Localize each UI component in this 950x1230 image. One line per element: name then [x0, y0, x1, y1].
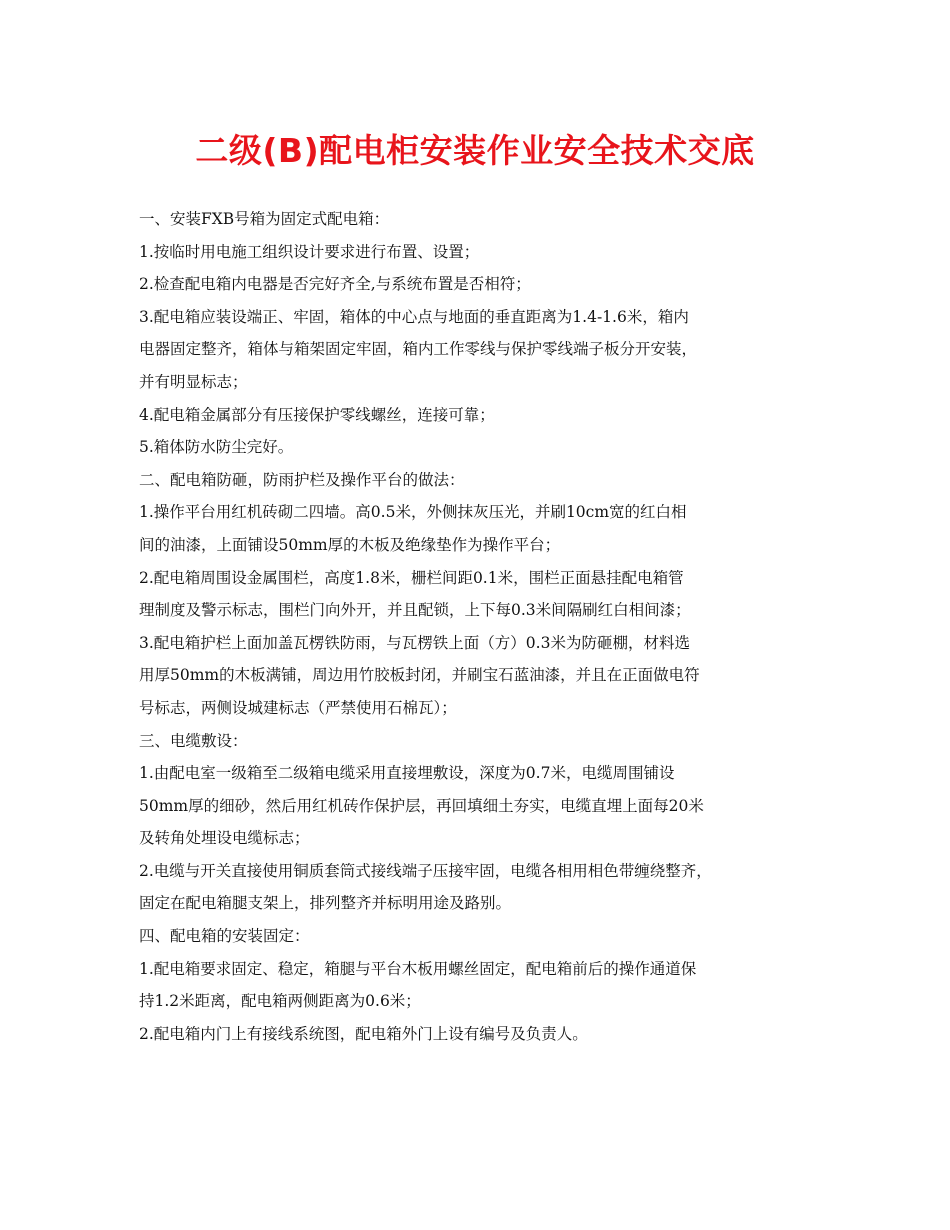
body-line: 理制度及警示标志，围栏门向外开，并且配锁，上下每0.3米间隔刷红白相间漆；	[139, 601, 691, 620]
body-line: 2.配电箱周围设金属围栏，高度1.8米，栅栏间距0.1米，围栏正面悬挂配电箱管	[139, 568, 684, 587]
body-line: 间的油漆，上面铺设50mm厚的木板及绝缘垫作为操作平台；	[139, 535, 561, 554]
body-line: 号标志，两侧设城建标志（严禁使用石棉瓦）；	[139, 698, 457, 717]
document-title: 二级(B)配电柜安装作业安全技术交底	[195, 131, 755, 170]
body-line: 一、安装FXB号箱为固定式配电箱：	[139, 210, 390, 228]
body-line: 并有明显标志；	[139, 372, 248, 391]
body-line: 及转角处埋设电缆标志；	[139, 829, 310, 848]
body-line: 电器固定整齐，箱体与箱架固定牢固，箱内工作零线与保护零线端子板分开安装，	[139, 340, 698, 359]
body-line: 5.箱体防水防尘完好。	[139, 438, 294, 457]
body-line: 2.检查配电箱内电器是否完好齐全,与系统布置是否相符；	[139, 275, 531, 294]
body-line: 用厚50mm的木板满铺，周边用竹胶板封闭，并刷宝石蓝油漆，并且在正面做电符	[139, 666, 700, 685]
body-line: 四、配电箱的安装固定：	[139, 927, 310, 946]
body-line: 固定在配电箱腿支架上，排列整齐并标明用途及路别。	[139, 894, 512, 913]
body-line: 3.配电箱应装设端正、牢固，箱体的中心点与地面的垂直距离为1.4-1.6米，箱内	[139, 307, 689, 326]
document-body	[139, 203, 819, 1050]
body-line: 1.配电箱要求固定、稳定，箱腿与平台木板用螺丝固定，配电箱前后的操作通道保	[139, 959, 697, 978]
body-line: 3.配电箱护栏上面加盖瓦楞铁防雨，与瓦楞铁上面（方）0.3米为防砸棚，材料选	[139, 633, 690, 652]
body-line: 4.配电箱金属部分有压接保护零线螺丝，连接可靠；	[139, 405, 495, 424]
body-line: 1.按临时用电施工组织设计要求进行布置、设置；	[139, 242, 480, 261]
body-line: 50mm厚的细砂，然后用红机砖作保护层，再回填细土夯实，电缆直埋上面每20米	[139, 796, 704, 815]
body-line: 1.由配电室一级箱至二级箱电缆采用直接埋敷设，深度为0.7米，电缆周围铺设	[139, 764, 675, 783]
body-line: 1.操作平台用红机砖砌二四墙。高0.5米，外侧抹灰压光，并刷10cm宽的红白相	[139, 503, 687, 522]
body-line: 三、电缆敷设：	[139, 731, 248, 750]
body-line: 二、配电箱防砸，防雨护栏及操作平台的做法：	[139, 470, 465, 489]
body-line: 2.电缆与开关直接使用铜质套筒式接线端子压接牢固，电缆各相用相色带缠绕整齐，	[139, 861, 712, 880]
body-line: 2.配电箱内门上有接线系统图，配电箱外门上设有编号及负责人。	[139, 1024, 588, 1043]
body-line: 持1.2米距离，配电箱两侧距离为0.6米；	[139, 992, 421, 1011]
